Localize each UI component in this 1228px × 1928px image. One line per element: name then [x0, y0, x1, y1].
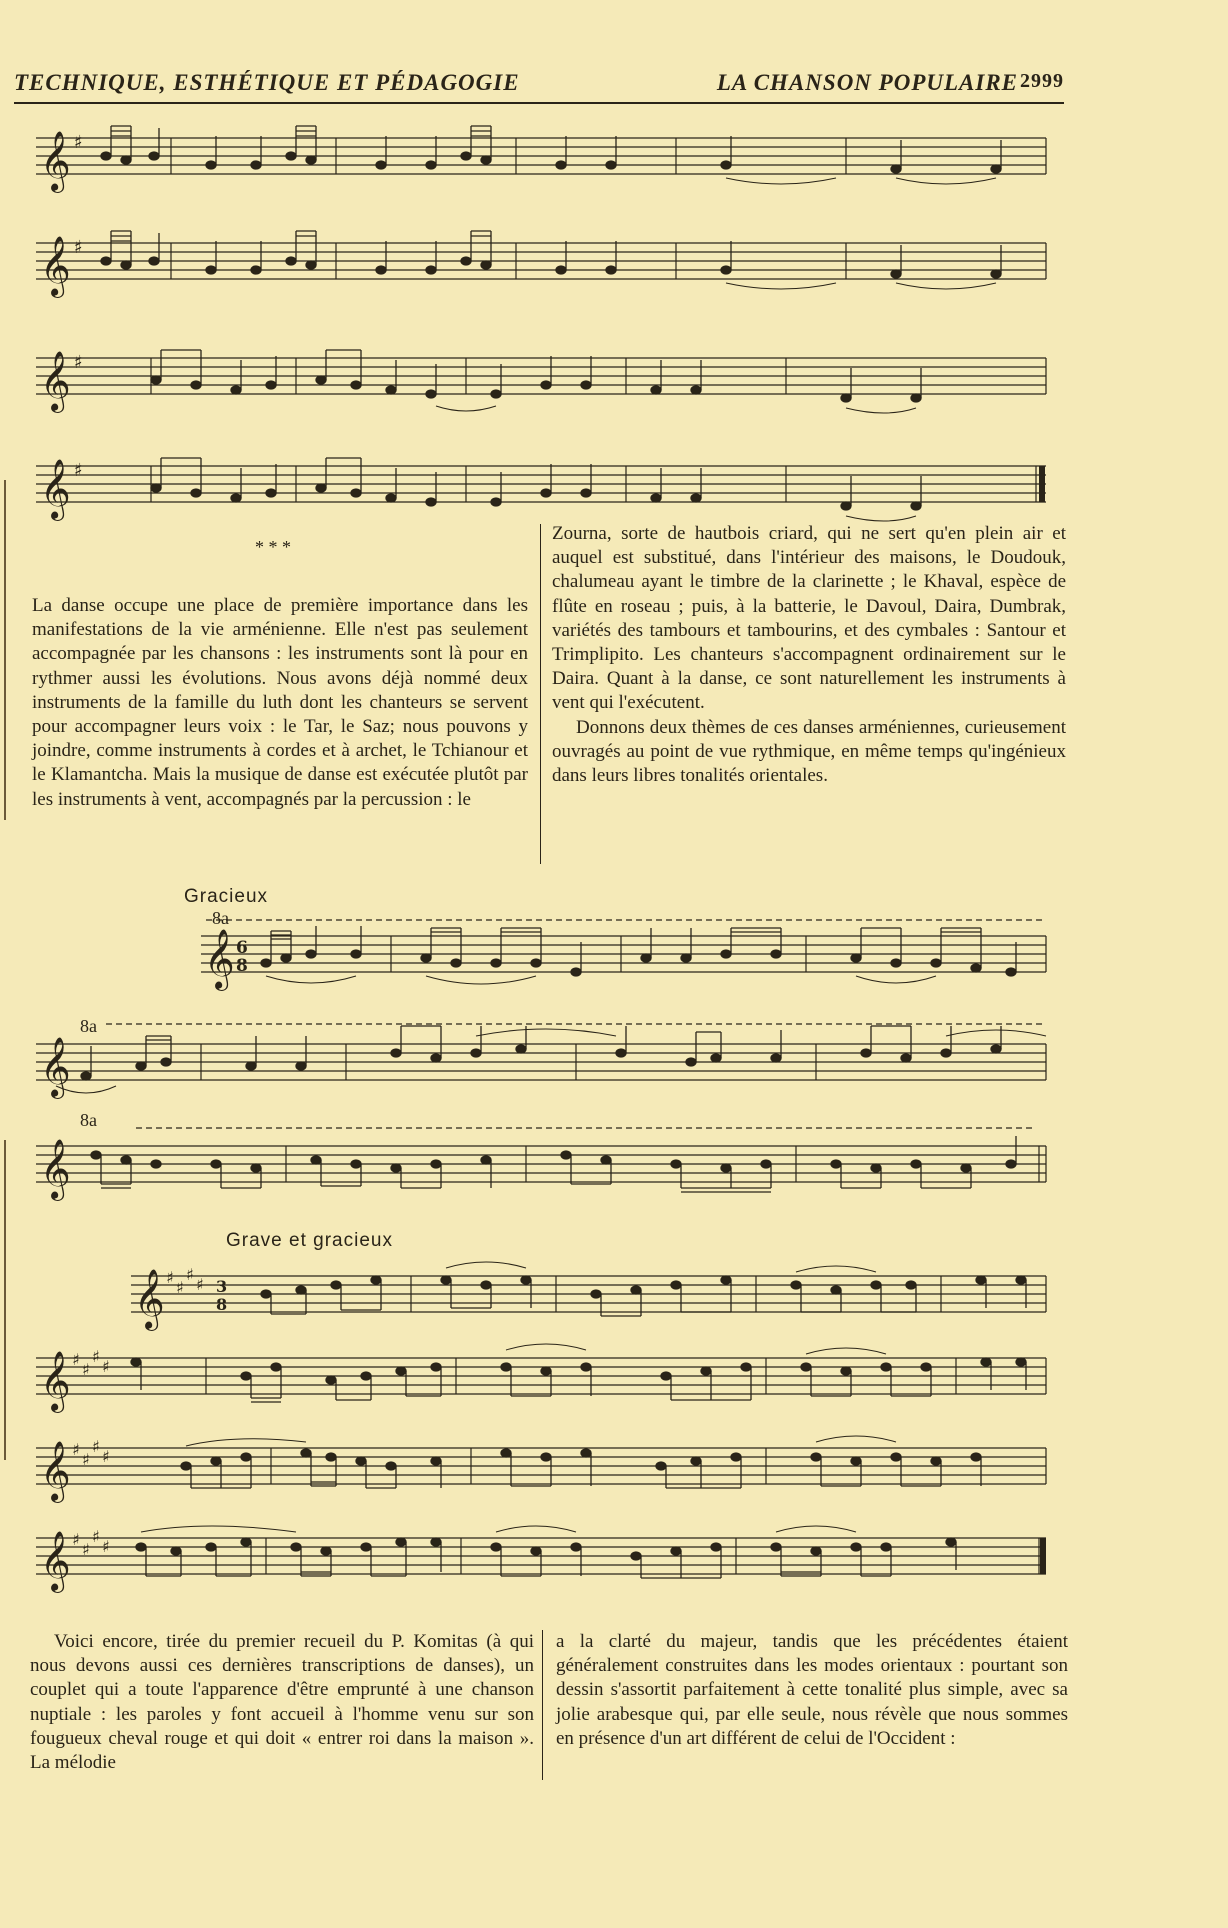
svg-text:♯: ♯ — [72, 1350, 80, 1369]
notes-system-3 — [151, 350, 921, 413]
treble-clef: 𝄞 — [40, 351, 71, 411]
svg-text:𝄞: 𝄞 — [40, 1351, 71, 1411]
svg-text:♯: ♯ — [74, 237, 83, 258]
svg-text:𝄞: 𝄞 — [40, 1441, 71, 1501]
ottava-mark: 8a — [80, 1016, 97, 1036]
score-melody-2 — [36, 906, 1056, 1206]
svg-text:♯: ♯ — [82, 1450, 90, 1469]
notes-grave-4 — [136, 1526, 956, 1578]
treble-clef: 𝄞 — [40, 131, 71, 191]
svg-text:♯: ♯ — [72, 1530, 80, 1549]
notes-gracieux-2 — [56, 1026, 1046, 1093]
header-right-title: LA CHANSON POPULAIRE — [716, 70, 1018, 95]
svg-text:♯: ♯ — [102, 1357, 110, 1376]
paragraph-major-mode: a la clarté du majeur, tandis que les précédentes étaient généralement construites dans les modes orientaux : pourtant son dessin s'assortit parfaitement à cette tonalité plus simple, avec sa jolie arabesque qui, par elle seule, nous révèle que nous sommes en présence d'un art différent de celui de l'Occident : — [556, 1631, 1068, 1749]
svg-text:♯: ♯ — [72, 1440, 80, 1459]
svg-text:𝄞: 𝄞 — [134, 1269, 165, 1329]
svg-text:♯: ♯ — [82, 1540, 90, 1559]
svg-text:𝄞: 𝄞 — [40, 1139, 71, 1199]
binding-edge-mark — [4, 1140, 6, 1460]
svg-text:♯: ♯ — [196, 1275, 204, 1294]
notes-system-4 — [151, 458, 921, 521]
svg-text:𝄞: 𝄞 — [204, 929, 235, 989]
paragraph-themes: Donnons deux thèmes de ces danses arméniennes, curieusement ouvragés au point de vue rythmique, en même temps qu'ingénieux dans leurs libres tonalités orientales. — [552, 716, 1066, 787]
score-melody-1 — [36, 118, 1056, 538]
notes-grave-3 — [181, 1436, 981, 1488]
notes-gracieux-1 — [261, 926, 1016, 984]
svg-text:♯: ♯ — [102, 1447, 110, 1466]
text-column-left — [32, 594, 528, 812]
tempo-marking-grave: Grave et gracieux — [226, 1230, 393, 1251]
time-signature-top: 6 — [236, 938, 248, 958]
music-staves-1 — [36, 118, 1056, 538]
time-signature-top: 3 — [216, 1277, 228, 1296]
text-column-bottom-right — [556, 1630, 1068, 1751]
running-header — [14, 66, 1064, 104]
svg-text:♯: ♯ — [92, 1437, 100, 1456]
music-staves-3 — [36, 1250, 1056, 1600]
page-number: 2999 — [1020, 70, 1064, 92]
treble-clef: 𝄞 — [40, 459, 71, 519]
svg-text:𝄞: 𝄞 — [40, 1531, 71, 1591]
treble-clef: 𝄞 — [40, 236, 71, 296]
time-signature-bottom: 8 — [236, 956, 248, 976]
section-separator: * * * — [255, 537, 291, 557]
column-rule-top — [540, 524, 541, 864]
time-signature-bottom: 8 — [216, 1295, 228, 1314]
notes-system-1 — [101, 126, 1001, 184]
svg-text:♯: ♯ — [74, 460, 83, 481]
paragraph-instruments: Zourna, sorte de hautbois criard, qui ne sert qu'en plein air et auquel est substitué, dans l'intérieur des maisons, le Doudouk, chalumeau ayant le timbre de la clarinette ; le Khaval, espèce de flûte en roseau ; puis, à la batterie, le Davoul, Daira, Dumbrak, variétés des tambours et tambourins, et des cymbales : Santour et Trimplipito. Les chanteurs s'accompagnent ordinairement sur le Daira. Quant à la danse, ce sont naturellement les instruments à vent qui l'exécutent. — [552, 523, 1066, 714]
paragraph-dance-intro: La danse occupe une place de première importance dans les manifestations de la vie arménienne. Elle n'est pas seulement accompagnée par les chansons : les instruments sont là pour en rythmer aussi les évolutions. Nous avons déjà nommé deux instruments de la famille du luth dont les chanteurs se servent pour accompagner leurs voix : le Tar, le Saz; nous pouvons y joindre, comme instruments à cordes et à archet, le Tchianour et le Klamantcha. Mais la musique de danse est exécutée plutôt par les instruments à vent, accompagnés par la percussion : le — [32, 595, 528, 810]
svg-text:♯: ♯ — [102, 1537, 110, 1556]
svg-text:♯: ♯ — [186, 1265, 194, 1284]
ottava-mark: 8a — [80, 1110, 97, 1130]
svg-text:♯: ♯ — [92, 1347, 100, 1366]
score-melody-3 — [36, 1250, 1056, 1600]
staff-system-3 — [36, 358, 1046, 394]
notes-grave-1 — [261, 1262, 1026, 1316]
tempo-marking-gracieux: Gracieux — [184, 886, 269, 907]
ottava-mark: 8a — [212, 908, 229, 928]
text-column-bottom-left — [30, 1630, 534, 1775]
column-rule-bottom — [542, 1630, 543, 1780]
svg-text:♯: ♯ — [166, 1268, 174, 1287]
svg-text:♯: ♯ — [176, 1278, 184, 1297]
svg-text:𝄞: 𝄞 — [40, 1037, 71, 1097]
svg-text:♯: ♯ — [74, 132, 83, 153]
notes-system-2 — [101, 231, 1001, 289]
svg-text:♯: ♯ — [82, 1360, 90, 1379]
notes-grave-2 — [131, 1344, 1026, 1402]
music-staves-2 — [36, 906, 1056, 1206]
staff-system-4 — [36, 466, 1046, 502]
svg-text:♯: ♯ — [92, 1527, 100, 1546]
text-column-right — [552, 522, 1066, 788]
paragraph-komitas: Voici encore, tirée du premier recueil du P. Komitas (à qui nous devons aussi ces dernières transcriptions de danses), un couplet qui a toute l'apparence d'être emprunté à une chanson nuptiale : les paroles y font accueil à l'homme venu sur son fougueux cheval rouge et qui doit « entrer roi dans la maison ». La mélodie — [30, 1631, 534, 1774]
header-left-title: TECHNIQUE, ESTHÉTIQUE ET PÉDAGOGIE — [14, 70, 520, 95]
binding-edge-mark — [4, 480, 6, 820]
svg-text:♯: ♯ — [74, 352, 83, 373]
